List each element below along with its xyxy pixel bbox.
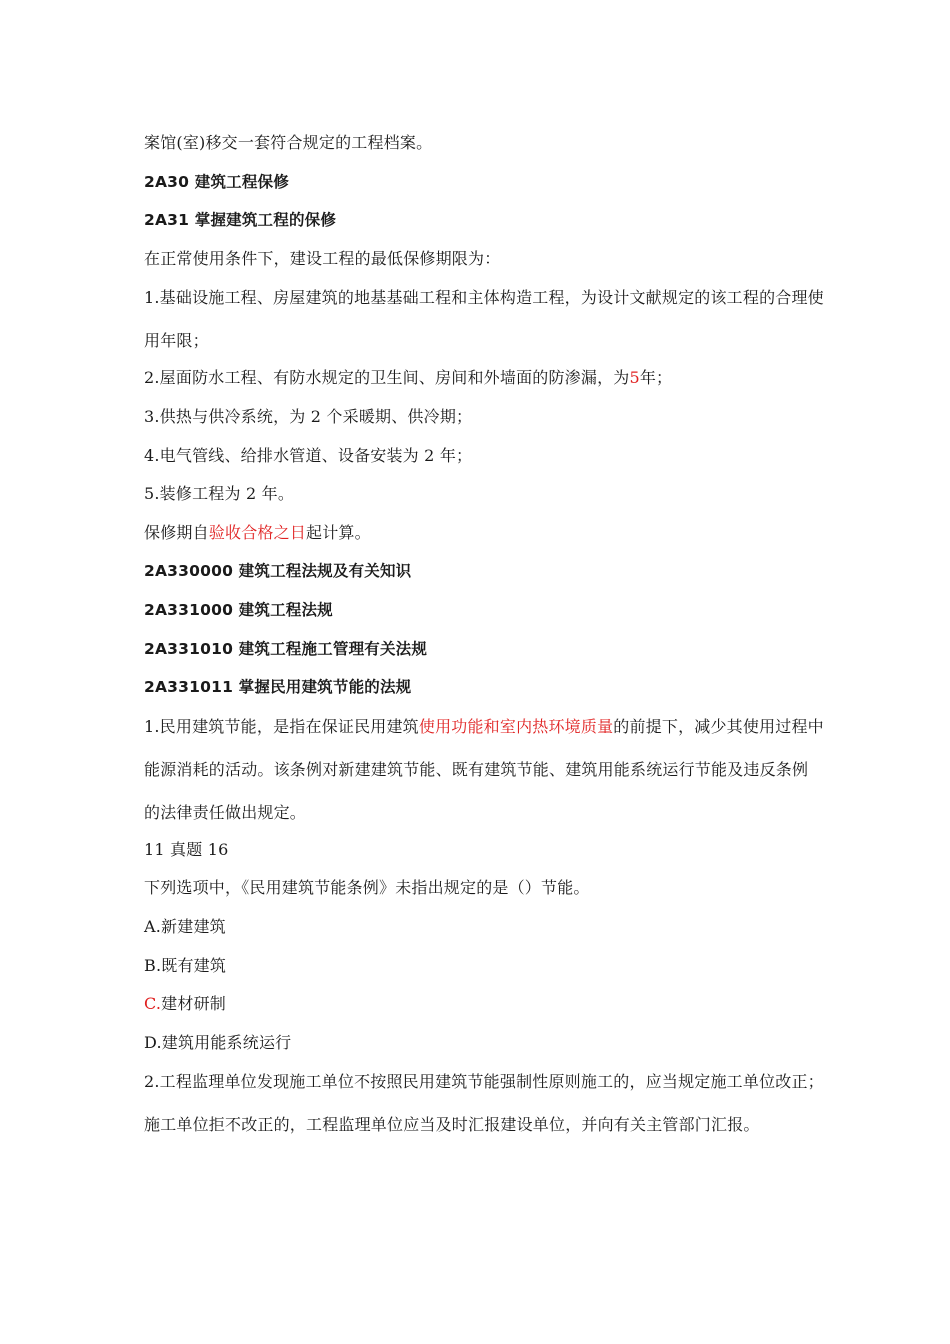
option-a: A.新建建筑 bbox=[144, 916, 226, 936]
heading-2a331011: 2A331011 掌握民用建筑节能的法规 bbox=[144, 678, 412, 697]
option-c-text: 建材研制 bbox=[161, 994, 226, 1014]
paragraph-warranty-start bbox=[144, 514, 824, 553]
option-d: D.建筑用能系统运行 bbox=[144, 1032, 292, 1052]
highlight-function-quality: 使用功能和室内热环境质量 bbox=[418, 716, 614, 736]
list-item-heating: 3.供热与供冷系统，为 2 个采暖期、供冷期； bbox=[144, 406, 473, 426]
exam-tag: 11 真题 16 bbox=[144, 839, 229, 859]
warranty-start-suffix: 起计算。 bbox=[306, 522, 371, 542]
list-item-foundation: 1.基础设施工程、房屋建筑的地基基础工程和主体构造工程，为设计文献规定的该工程的合理使用年限； bbox=[144, 288, 824, 351]
paragraph-supervision: 2.工程监理单位发现施工单位不按照民用建筑节能强制性原则施工的，应当规定施工单位改正；施工单位拒不改正的，工程监理单位应当及时汇报建设单位，并向有关主管部门汇报。 bbox=[144, 1072, 824, 1135]
paragraph-archive-transfer: 案馆(室)移交一套符合规定的工程档案。 bbox=[144, 133, 433, 152]
energy-definition-suffix: 的前提下，减少其使用过程中能源消耗的活动。该条例对新建建筑节能、既有建筑节能、建筑用能系统运行节能及违反条例的法律责任做出规定。 bbox=[144, 716, 824, 822]
option-c-letter: C. bbox=[144, 994, 162, 1014]
list-item-decoration: 5.装修工程为 2 年。 bbox=[144, 484, 295, 504]
highlight-five: 5 bbox=[629, 368, 640, 388]
heading-2a31: 2A31 掌握建筑工程的保修 bbox=[144, 211, 337, 230]
option-c bbox=[144, 985, 824, 1024]
list-item-waterproofing bbox=[144, 359, 824, 398]
heading-2a30: 2A30 建筑工程保修 bbox=[144, 172, 289, 191]
waterproofing-suffix: 年； bbox=[639, 368, 673, 388]
heading-2a331000: 2A331000 建筑工程法规 bbox=[144, 600, 333, 619]
paragraph-warranty-intro: 在正常使用条件下，建设工程的最低保修期限为： bbox=[144, 248, 501, 268]
warranty-start-text: 保修期自 bbox=[144, 522, 209, 542]
highlight-acceptance-date: 验收合格之日 bbox=[208, 522, 307, 542]
option-b: B.既有建筑 bbox=[144, 955, 227, 975]
document-page bbox=[144, 124, 824, 1143]
exam-question: 下列选项中，《民用建筑节能条例》未指出规定的是（）节能。 bbox=[144, 878, 590, 898]
heading-2a331010: 2A331010 建筑工程施工管理有关法规 bbox=[144, 639, 428, 658]
paragraph-energy-definition bbox=[144, 705, 824, 834]
waterproofing-text: 2.屋面防水工程、有防水规定的卫生间、房间和外墙面的防渗漏，为 bbox=[144, 368, 630, 388]
list-item-electrical: 4.电气管线、给排水管道、设备安装为 2 年； bbox=[144, 445, 473, 465]
heading-2a330000: 2A330000 建筑工程法规及有关知识 bbox=[144, 562, 412, 581]
energy-definition-text: 1.民用建筑节能，是指在保证民用建筑 bbox=[144, 716, 419, 736]
